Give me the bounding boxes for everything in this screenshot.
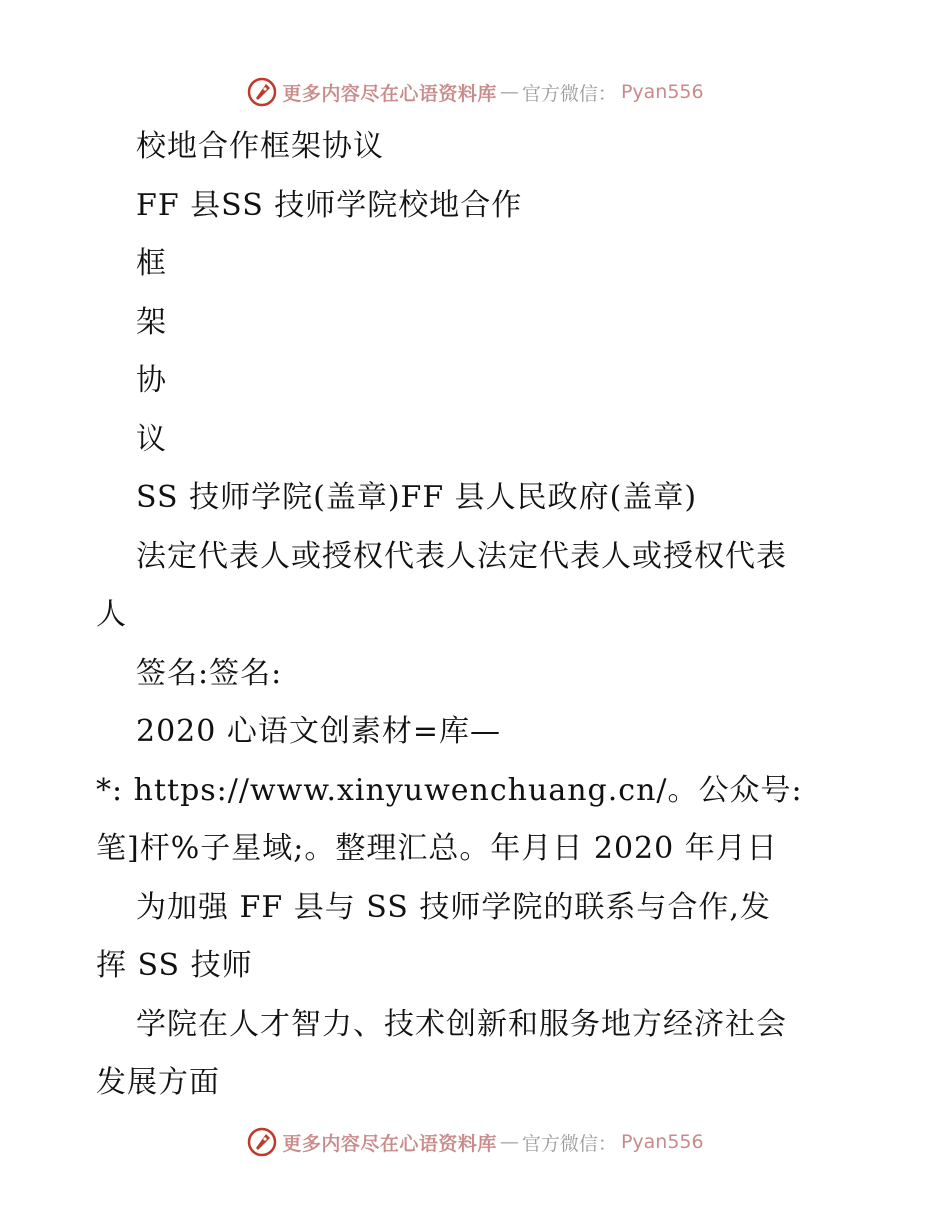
pen-nib-logo-icon	[246, 1126, 278, 1158]
doc-line: FF 县SS 技师学院校地合作	[136, 187, 523, 223]
banner-text: 更多内容尽在心语资料库	[282, 82, 497, 105]
doc-line: 学院在人才智力、技术创新和服务地方经济社会	[136, 1006, 787, 1042]
banner-wechat-id: Pyan556	[620, 1131, 704, 1153]
doc-line: 签名:签名:	[136, 655, 283, 691]
doc-line: 校地合作框架协议	[136, 129, 384, 164]
doc-line: SS 技师学院(盖章)FF 县人民政府(盖章)	[136, 480, 698, 515]
doc-line: 人	[96, 597, 127, 632]
banner-wechat-id: Pyan556	[620, 81, 704, 103]
banner-wechat-label: 官方微信：	[521, 1132, 617, 1155]
banner-separator: —	[499, 81, 519, 103]
banner-text: 更多内容尽在心语资料库	[282, 1132, 497, 1155]
doc-line: 发展方面	[96, 1065, 220, 1100]
document-body	[96, 118, 866, 1113]
doc-line: 法定代表人或授权代表人法定代表人或授权代表	[136, 538, 787, 574]
doc-line: *: https://www.xinyuwenchuang.cn/。公众号:	[96, 772, 803, 808]
banner-separator: —	[499, 1131, 519, 1153]
doc-line: 挥 SS 技师	[96, 948, 253, 983]
doc-line: 协	[136, 363, 167, 398]
banner-wechat-label: 官方微信：	[521, 82, 617, 105]
doc-line: 议	[136, 421, 167, 457]
header-banner	[0, 72, 950, 112]
doc-line: 框	[136, 246, 167, 281]
doc-line: 2020 心语文创素材=库—	[136, 714, 502, 749]
doc-line: 为加强 FF 县与 SS 技师学院的联系与合作,发	[136, 889, 771, 925]
doc-line: 笔]杆%子星域;。整理汇总。年月日 2020 年月日	[96, 831, 778, 866]
doc-line: 架	[136, 304, 167, 340]
pen-nib-logo-icon	[246, 76, 278, 108]
footer-banner	[0, 1122, 950, 1162]
